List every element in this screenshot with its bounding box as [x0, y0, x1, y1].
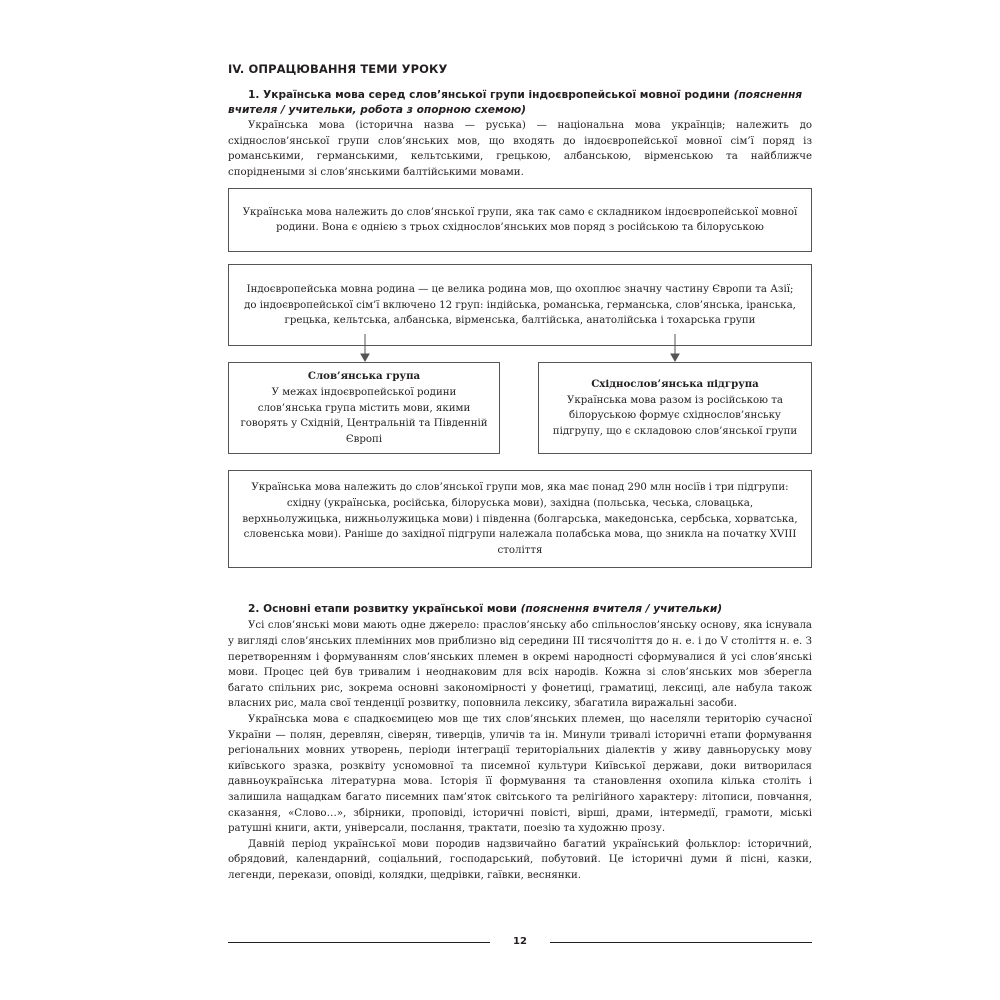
section-heading: IV. ОПРАЦЮВАННЯ ТЕМИ УРОКУ: [228, 62, 448, 76]
box-slavic-group-text: У межах індоєвропейської родини слов’янська група містить мови, якими говорять у Східній, Центральній та Південній Європі: [240, 386, 488, 445]
page-footer: [228, 934, 812, 950]
box-east-slavic-subgroup-text: Українська мова разом із російською та білоруською формує східнослов’янську підгрупу, що є складовою слов’янської групи: [552, 394, 798, 437]
footer-rule-left: [228, 942, 490, 943]
part1-heading-text: 1. Українська мова серед слов’янської групи індоєвропейської мовної родини: [248, 89, 730, 101]
page-number: 12: [513, 936, 527, 947]
box-indo-european-family: [228, 264, 812, 346]
box-indo-european-family-text: Індоєвропейська мовна родина — це велика родина мов, що охоплює значну частину Європи та Азії; до індоєвропейської сім’ї включено 12 груп: індійська, романська, германська, слов’янська, іранська, грецька, кельтська, албанська, вірменська, балтійська, анатолійська і тохарська групи: [244, 283, 796, 327]
part1-heading: [228, 88, 812, 118]
box-east-slavic-subgroup-title: Східнослов’янська підгрупа: [591, 378, 759, 391]
part2-paragraph-1: Усі слов’янські мови мають одне джерело: праслов’янську або спільнослов’янську основу, яка існувала у вигляді слов’янських племінних мов приблизно від середини III тисячоліття до н. е. і до V століття н. е. З перетворенням і формуванням слов’янських племен в окремі народності сформувалися й усі слов’янські мови. Процес цей був тривалим і неоднаковим для всіх народів. Кожна зі слов’янських мов зберегла багато спільних рис, зокрема основні закономірності у фонетиці, граматиці, лексиці, але набула також власних рис, мала свої тенденції розвитку, поповнила лексику, збагатила виражальні засоби.: [228, 620, 812, 710]
part2-heading: [228, 602, 812, 617]
arrow-head-right: [671, 354, 679, 361]
arrow-head-left: [361, 354, 369, 361]
box-east-slavic-subgroup: [538, 362, 812, 454]
box-ukrainian-in-slavic: [228, 188, 812, 252]
part2-paragraph-3: Давній період української мови породив надзвичайно багатий український фольклор: історичний, обрядовий, календарний, соціальний, господарський, побутовий. Це історичні думи й пісні, казки, легенди, перекази, оповіді, колядки, щедрівки, гаївки, веснянки.: [228, 838, 812, 881]
part1-heading-note: (пояснення вчителя / учительки, робота з опорною схемою): [228, 89, 803, 116]
box-slavic-group: [228, 362, 500, 454]
box-slavic-subgroups: [228, 470, 812, 568]
footer-rule-right: [550, 942, 812, 943]
box-ukrainian-in-slavic-text: Українська мова належить до слов’янської групи, яка так само є складником індоєвропейської мовної родини. Вона є однією з трьох східнослов’янських мов поряд з російською та білоруською: [242, 206, 798, 234]
part2-heading-note: (пояснення вчителя / учительки): [520, 603, 723, 616]
part2: [228, 602, 812, 883]
box-slavic-subgroups-text: Українська мова належить до слов’янської групи мов, яка має понад 290 млн носіїв і три підгрупи: східну (українська, російська, білоруська мови), західна (польська, чеська, словацька, верхньолужицька, нижньолужицька мови) і південна (болгарська, македонська, сербська, хорватська, словенська мови). Раніше до західної підгрупи належала полабська мова, що зникла на початку XVIII століття: [242, 482, 798, 556]
part2-paragraph-2: Українська мова є спадкоємицею мов ще тих слов’янських племен, що населяли територію сучасної України — полян, деревлян, сіверян, тиверців, уличів та ін. Минули тривалі історичні етапи формування регіональних мовних утворень, періоди інтеграції територіальних діалектів у живу давньоруську мову київського зразка, розквіту усномовної та писемної культури Київської держави, доки витворилася давньоукраїнська літературна мова. Історія її формування та становлення охопила кілька століть і залишила нащадкам багато писемних пам’яток світського та релігійного характеру: літописи, повчання, сказання, «Слово…», збірники, проповіді, історичні повісті, вірші, драми, інтермедії, грамоти, міські ратушні книги, акти, універсали, послання, трактати, поезію та художню прозу.: [228, 713, 812, 835]
part2-heading-text: 2. Основні етапи розвитку української мови: [248, 603, 517, 616]
part1-intro: Українська мова (історична назва — руська) — національна мова українців; належить до східнослов’янської групи слов’янських мов, що входять до індоєвропейської мовної сім’ї поряд із романськими, германськими, кельтськими, грецькою, албанською, вірменською та найближче споріднеными зі слов’янськими балтійськими мовами.: [228, 120, 812, 178]
page-content: [228, 62, 812, 883]
reference-diagram: [228, 188, 812, 588]
box-slavic-group-title: Слов’янська група: [307, 370, 421, 383]
